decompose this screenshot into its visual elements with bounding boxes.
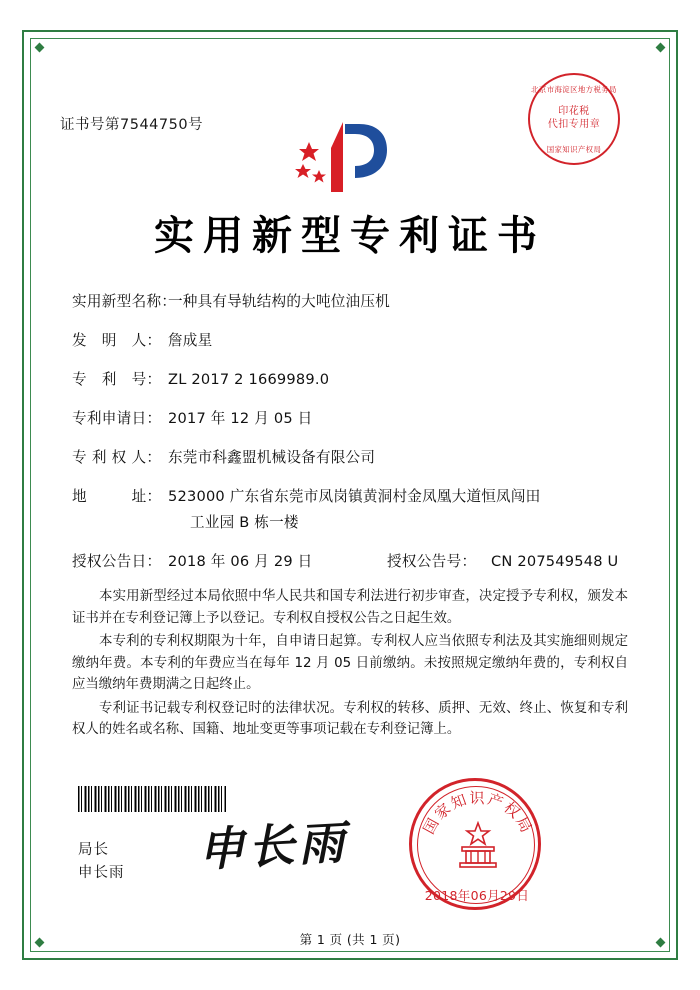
field-value: 詹成星 [168,332,213,349]
field-label: 专 利 号： [72,371,162,388]
signature-labels [78,839,125,885]
field-value: 523000 广东省东莞市凤岗镇黄洞村金凤凰大道恒凤闯田 [168,488,541,505]
certificate-fields [72,292,632,591]
grant-date-group [72,552,387,572]
field-label: 发 明 人： [72,332,162,349]
field-row-utility-model-name [72,292,632,312]
field-row-patentee [72,448,632,468]
field-row-grant-info [72,552,632,572]
field-value: 2018 年 06 月 29 日 [168,553,313,570]
field-row-inventor [72,331,632,351]
field-value: ZL 2017 2 1669989.0 [168,371,330,388]
tax-stamp-arc-top: 北京市海淀区地方税务局 [531,85,617,94]
paragraph-2: 本专利的专利权期限为十年，自申请日起算。专利权人应当依照专利法及其实施细则规定缴纳年费。本专利的年费应当在每年 12 月 05 日前缴纳。未按照规定缴纳年费的，专利权自应当缴纳年费期满之日起终止。 [72,634,628,692]
field-value: 一种具有导轨结构的大吨位油压机 [168,293,390,310]
seal-date: 2018年06月29日 [424,888,530,903]
field-label: 专 利 权 人： [72,449,162,466]
legal-body-text [72,586,628,743]
certificate-number: 证书号第7544750号 [60,117,204,133]
director-name-label: 申长雨 [78,865,125,881]
field-value: 2017 年 12 月 05 日 [168,410,313,427]
grant-number-group [387,552,632,572]
paragraph-3: 专利证书记载专利权登记时的法律状况。专利权的转移、质押、无效、终止、恢复和专利权人的姓名或名称、国籍、地址变更等事项记载在专利登记簿上。 [72,700,628,737]
tax-stamp-center-text: 印花税 代扣专用章 [547,106,601,130]
tax-stamp-arc-bottom: 国家知识产权局 [546,145,602,154]
field-value: 东莞市科鑫盟机械设备有限公司 [168,449,376,466]
director-title-label: 局长 [78,842,109,858]
field-label: 授权公告日： [72,553,162,570]
page-footer: 第 1 页 (共 1 页) [299,932,401,947]
field-row-patent-number [72,370,632,390]
field-value-wrapper [168,487,632,533]
director-signature: 申长雨 [196,815,350,877]
field-row-address [72,487,632,533]
field-label: 授权公告号： [387,553,477,570]
tax-stamp [528,73,620,165]
page-title: 实用新型专利证书 [154,213,546,259]
svg-text:国家知识产权局: 国家知识产权局 [419,789,537,838]
field-row-application-date [72,409,632,429]
field-label: 实用新型名称： [72,293,177,310]
field-label: 专利申请日： [72,410,162,427]
national-emblem-icon [448,821,508,873]
paragraph-1: 本实用新型经过本局依照中华人民共和国专利法进行初步审查，决定授予专利权，颁发本证书并在专利登记簿上予以登记。专利权自授权公告之日起生效。 [72,589,628,626]
field-value-second-line: 工业园 B 栋一楼 [190,514,299,531]
barcode [78,786,226,812]
field-value: CN 207549548 U [491,553,619,570]
patent-office-logo-icon [285,118,405,196]
field-label: 地 址： [72,488,162,505]
